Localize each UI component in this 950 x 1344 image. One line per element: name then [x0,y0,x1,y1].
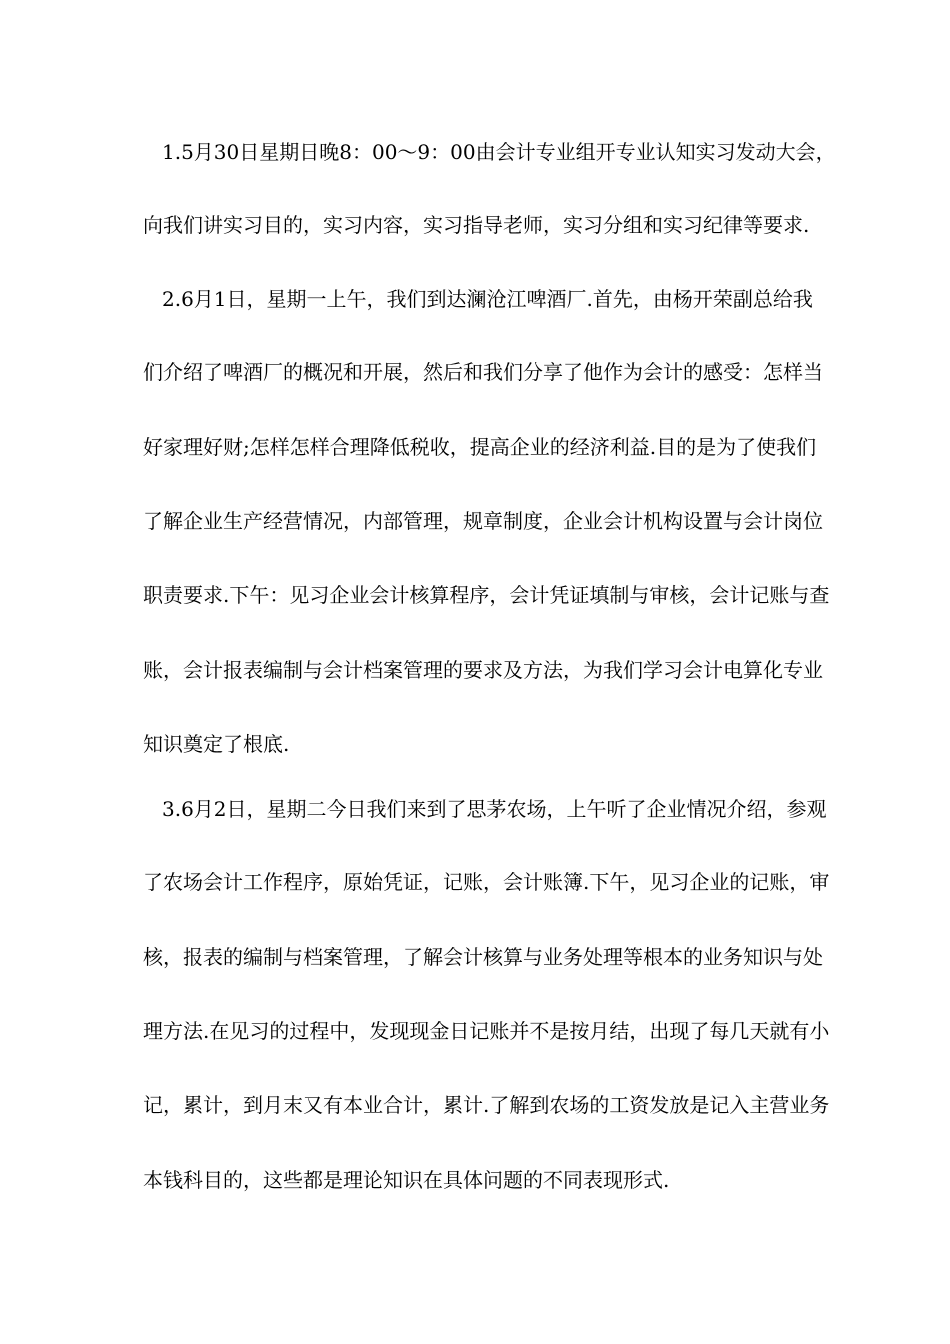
paragraph-2-line-2: 们介绍了啤酒厂的概况和开展，然后和我们分享了他作为会计的感受：怎样当 [143,360,823,384]
paragraph-2-line-4: 了解企业生产经营情况，内部管理，规章制度，企业会计机构设置与会计岗位 [143,509,823,533]
paragraph-3-line-3: 核，报表的编制与档案管理，了解会计核算与业务处理等根本的业务知识与处 [143,945,823,969]
paragraph-1-line-2: 向我们讲实习目的，实习内容，实习指导老师，实习分组和实习纪律等要求. [143,213,810,237]
paragraph-3-line-5: 记，累计，到月末又有本业合计，累计.了解到农场的工资发放是记入主营业务 [143,1093,830,1117]
paragraph-3-line-1: 3.6月2日，星期二今日我们来到了思茅农场，上午听了企业情况介绍，参观 [162,797,827,821]
paragraph-2-line-1: 2.6月1日，星期一上午，我们到达澜沧江啤酒厂.首先，由杨开荣副总给我 [162,287,813,311]
paragraph-3-line-4: 理方法.在见习的过程中，发现现金日记账并不是按月结，出现了每几天就有小 [143,1019,830,1043]
paragraph-2-line-3: 好家理好财;怎样怎样合理降低税收，提高企业的经济利益.目的是为了使我们 [143,435,817,459]
paragraph-2-line-7: 知识奠定了根底. [143,732,290,756]
paragraph-1-line-1: 1.5月30日星期日晚8：00～9：00由会计专业组开专业认知实习发动大会， [162,140,836,164]
paragraph-3-line-2: 了农场会计工作程序，原始凭证，记账，会计账簿.下午，见习企业的记账，审 [143,870,830,894]
paragraph-3-line-6: 本钱科目的，这些都是理论知识在具体问题的不同表现形式. [143,1168,670,1192]
paragraph-2-line-6: 账，会计报表编制与会计档案管理的要求及方法，为我们学习会计电算化专业 [143,658,823,682]
paragraph-2-line-5: 职责要求.下午：见习企业会计核算程序，会计凭证填制与审核，会计记账与查 [143,583,830,607]
